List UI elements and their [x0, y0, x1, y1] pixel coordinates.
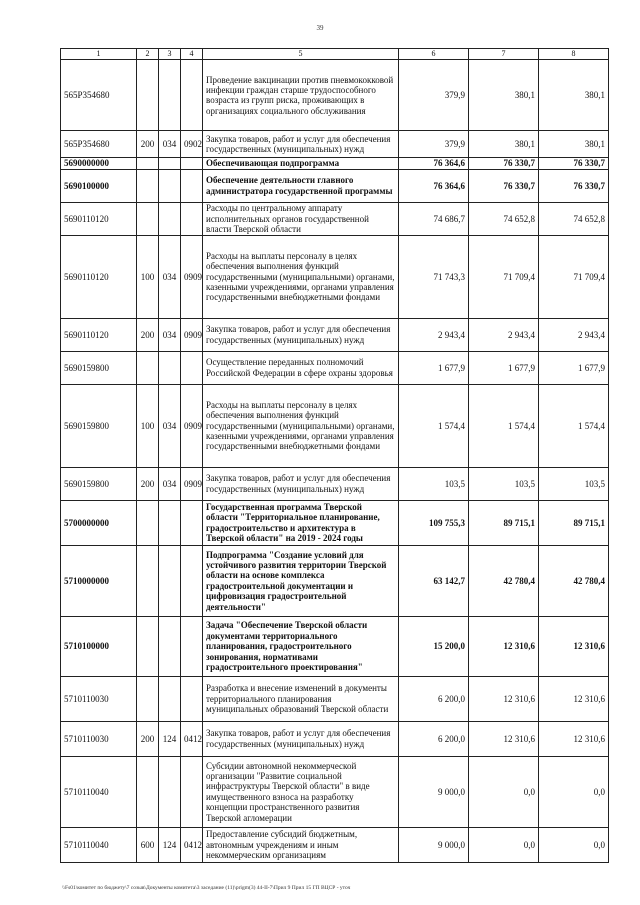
amount-col7-cell: 103,5: [469, 467, 539, 500]
item-name-cell: Разработка и внесение изменений в документы территориального планирования муниципальных образований Тверской области: [203, 676, 399, 721]
column-number: 6: [399, 49, 469, 60]
table-row: [61, 616, 609, 676]
department-cell: 034: [159, 131, 181, 158]
section-cell: 0909: [181, 318, 203, 351]
budget-code-cell: 5690000000: [61, 158, 137, 169]
expense-type-cell: 200: [137, 131, 159, 158]
section-cell: [181, 500, 203, 545]
table-row: [61, 545, 609, 616]
column-number: 3: [159, 49, 181, 60]
item-name-cell: Подпрограмма "Создание условий для устойчивого развития территории Тверской области на основе комплекса градостроительной документации и цифровизация градостроительной деятельности": [203, 545, 399, 616]
department-cell: [159, 500, 181, 545]
table-row: [61, 169, 609, 202]
section-cell: [181, 169, 203, 202]
amount-col7-cell: 89 715,1: [469, 500, 539, 545]
budget-code-cell: 5710110040: [61, 827, 137, 862]
budget-code-cell: 5690100000: [61, 169, 137, 202]
table-row: [61, 721, 609, 756]
department-cell: [159, 351, 181, 384]
item-name-cell: Субсидии автономной некоммерческой организации "Развитие социальной инфраструктуры Тверской области" в виде имущественного взноса на разработку концепции пространственного развития Тверской агломерации: [203, 756, 399, 827]
item-name-cell: Осуществление переданных полномочий Российской Федерации в сфере охраны здоровья: [203, 351, 399, 384]
item-name-cell: Расходы по центральному аппарату исполнительных органов государственной власти Тверской области: [203, 202, 399, 235]
budget-code-cell: 5690110120: [61, 318, 137, 351]
table-row: [61, 60, 609, 131]
budget-code-cell: 5690110120: [61, 202, 137, 235]
amount-col8-cell: 76 330,7: [539, 158, 609, 169]
amount-col6-cell: 76 364,6: [399, 169, 469, 202]
section-cell: 0902: [181, 131, 203, 158]
table-row: [61, 384, 609, 467]
item-name-cell: Обеспечивающая подпрограмма: [203, 158, 399, 169]
budget-code-cell: 565P354680: [61, 60, 137, 131]
amount-col6-cell: 71 743,3: [399, 235, 469, 318]
table-row: [61, 500, 609, 545]
amount-col6-cell: 109 755,3: [399, 500, 469, 545]
column-number: 1: [61, 49, 137, 60]
expense-type-cell: [137, 545, 159, 616]
amount-col7-cell: 1 574,4: [469, 384, 539, 467]
expense-type-cell: [137, 676, 159, 721]
amount-col7-cell: 12 310,6: [469, 616, 539, 676]
expense-type-cell: [137, 169, 159, 202]
budget-code-cell: 5710100000: [61, 616, 137, 676]
department-cell: [159, 545, 181, 616]
section-cell: [181, 616, 203, 676]
amount-col7-cell: 1 677,9: [469, 351, 539, 384]
section-cell: [181, 158, 203, 169]
amount-col6-cell: 379,9: [399, 131, 469, 158]
amount-col8-cell: 1 574,4: [539, 384, 609, 467]
expense-type-cell: [137, 500, 159, 545]
expense-type-cell: 100: [137, 384, 159, 467]
department-cell: [159, 60, 181, 131]
budget-code-cell: 565P354680: [61, 131, 137, 158]
amount-col8-cell: 76 330,7: [539, 169, 609, 202]
item-name-cell: Закупка товаров, работ и услуг для обеспечения государственных (муниципальных) нужд: [203, 131, 399, 158]
department-cell: [159, 202, 181, 235]
table-row: [61, 202, 609, 235]
page-number: 39: [316, 24, 324, 32]
expense-type-cell: 200: [137, 467, 159, 500]
section-cell: [181, 676, 203, 721]
amount-col8-cell: 42 780,4: [539, 545, 609, 616]
expense-type-cell: 200: [137, 318, 159, 351]
amount-col6-cell: 9 000,0: [399, 756, 469, 827]
department-cell: [159, 676, 181, 721]
department-cell: 034: [159, 318, 181, 351]
section-cell: 0412: [181, 721, 203, 756]
section-cell: [181, 202, 203, 235]
column-number: 5: [203, 49, 399, 60]
column-number: 8: [539, 49, 609, 60]
amount-col6-cell: 6 200,0: [399, 676, 469, 721]
amount-col7-cell: 2 943,4: [469, 318, 539, 351]
expense-type-cell: [137, 202, 159, 235]
table-row: [61, 131, 609, 158]
amount-col6-cell: 103,5: [399, 467, 469, 500]
department-cell: [159, 616, 181, 676]
budget-code-cell: 5710110030: [61, 721, 137, 756]
amount-col6-cell: 15 200,0: [399, 616, 469, 676]
amount-col8-cell: 0,0: [539, 756, 609, 827]
expense-type-cell: [137, 351, 159, 384]
section-cell: 0909: [181, 467, 203, 500]
amount-col7-cell: 12 310,6: [469, 676, 539, 721]
amount-col8-cell: 0,0: [539, 827, 609, 862]
department-cell: 124: [159, 827, 181, 862]
amount-col8-cell: 12 310,6: [539, 721, 609, 756]
table-row: [61, 351, 609, 384]
amount-col8-cell: 2 943,4: [539, 318, 609, 351]
item-name-cell: Закупка товаров, работ и услуг для обеспечения государственных (муниципальных) нужд: [203, 318, 399, 351]
expense-type-cell: [137, 158, 159, 169]
amount-col7-cell: 380,1: [469, 131, 539, 158]
amount-col6-cell: 76 364,6: [399, 158, 469, 169]
file-path-footer: \\Fs01\комитет по бюджету\7 созыв\Документы комитета\3 заседание (11)\prigm(3) 44-II-7\Прил 9 Прил 15 ГП ВЦСР - уточ: [62, 885, 351, 891]
amount-col6-cell: 6 200,0: [399, 721, 469, 756]
budget-code-cell: 5710000000: [61, 545, 137, 616]
budget-code-cell: 5700000000: [61, 500, 137, 545]
amount-col7-cell: 380,1: [469, 60, 539, 131]
column-number-row: [61, 49, 609, 60]
amount-col6-cell: 2 943,4: [399, 318, 469, 351]
department-cell: 034: [159, 467, 181, 500]
item-name-cell: Закупка товаров, работ и услуг для обеспечения государственных (муниципальных) нужд: [203, 467, 399, 500]
budget-code-cell: 5710110040: [61, 756, 137, 827]
department-cell: [159, 169, 181, 202]
amount-col6-cell: 379,9: [399, 60, 469, 131]
section-cell: [181, 351, 203, 384]
amount-col6-cell: 74 686,7: [399, 202, 469, 235]
amount-col6-cell: 9 000,0: [399, 827, 469, 862]
amount-col8-cell: 1 677,9: [539, 351, 609, 384]
section-cell: [181, 60, 203, 131]
budget-code-cell: 5690159800: [61, 351, 137, 384]
expense-type-cell: [137, 616, 159, 676]
budget-code-cell: 5690159800: [61, 467, 137, 500]
amount-col6-cell: 63 142,7: [399, 545, 469, 616]
section-cell: 0909: [181, 384, 203, 467]
amount-col7-cell: 76 330,7: [469, 169, 539, 202]
table-row: [61, 467, 609, 500]
amount-col8-cell: 380,1: [539, 60, 609, 131]
item-name-cell: Закупка товаров, работ и услуг для обеспечения государственных (муниципальных) нужд: [203, 721, 399, 756]
budget-code-cell: 5690110120: [61, 235, 137, 318]
amount-col8-cell: 103,5: [539, 467, 609, 500]
amount-col6-cell: 1 677,9: [399, 351, 469, 384]
column-number: 4: [181, 49, 203, 60]
amount-col8-cell: 89 715,1: [539, 500, 609, 545]
amount-col8-cell: 74 652,8: [539, 202, 609, 235]
table-row: [61, 235, 609, 318]
amount-col7-cell: 71 709,4: [469, 235, 539, 318]
amount-col7-cell: 76 330,7: [469, 158, 539, 169]
expense-type-cell: [137, 756, 159, 827]
table-row: [61, 158, 609, 169]
amount-col8-cell: 380,1: [539, 131, 609, 158]
department-cell: 124: [159, 721, 181, 756]
expense-type-cell: 600: [137, 827, 159, 862]
section-cell: [181, 545, 203, 616]
expense-type-cell: 100: [137, 235, 159, 318]
expense-type-cell: 200: [137, 721, 159, 756]
column-number: 2: [137, 49, 159, 60]
item-name-cell: Расходы на выплаты персоналу в целях обеспечения выполнения функций государственными (муниципальными) органами, казенными учреждениями, органами управления государственными внебюджетными фондами: [203, 235, 399, 318]
table-row: [61, 676, 609, 721]
budget-code-cell: 5690159800: [61, 384, 137, 467]
department-cell: 034: [159, 235, 181, 318]
column-number: 7: [469, 49, 539, 60]
amount-col7-cell: 42 780,4: [469, 545, 539, 616]
amount-col7-cell: 0,0: [469, 827, 539, 862]
amount-col8-cell: 12 310,6: [539, 616, 609, 676]
item-name-cell: Проведение вакцинации против пневмококковой инфекции граждан старше трудоспособного возраста из групп риска, проживающих в организациях социального обслуживания: [203, 60, 399, 131]
amount-col8-cell: 12 310,6: [539, 676, 609, 721]
table-row: [61, 756, 609, 827]
budget-table: [60, 48, 609, 863]
table-row: [61, 318, 609, 351]
department-cell: 034: [159, 384, 181, 467]
section-cell: 0412: [181, 827, 203, 862]
amount-col7-cell: 0,0: [469, 756, 539, 827]
item-name-cell: Задача "Обеспечение Тверской области документами территориального планирования, градостроительного зонирования, нормативами градостроительного проектирования": [203, 616, 399, 676]
department-cell: [159, 756, 181, 827]
item-name-cell: Обеспечение деятельности главного администратора государственной программы: [203, 169, 399, 202]
amount-col6-cell: 1 574,4: [399, 384, 469, 467]
item-name-cell: Государственная программа Тверской области "Территориальное планирование, градостроительство и архитектура в Тверской области" на 2019 - 2024 годы: [203, 500, 399, 545]
amount-col7-cell: 74 652,8: [469, 202, 539, 235]
amount-col8-cell: 71 709,4: [539, 235, 609, 318]
item-name-cell: Расходы на выплаты персоналу в целях обеспечения выполнения функций государственными (муниципальными) органами, казенными учреждениями, органами управления государственными внебюджетными фондами: [203, 384, 399, 467]
section-cell: 0909: [181, 235, 203, 318]
department-cell: [159, 158, 181, 169]
item-name-cell: Предоставление субсидий бюджетным, автономным учреждениям и иным некоммерческим организациям: [203, 827, 399, 862]
expense-type-cell: [137, 60, 159, 131]
budget-code-cell: 5710110030: [61, 676, 137, 721]
section-cell: [181, 756, 203, 827]
amount-col7-cell: 12 310,6: [469, 721, 539, 756]
table-row: [61, 827, 609, 862]
